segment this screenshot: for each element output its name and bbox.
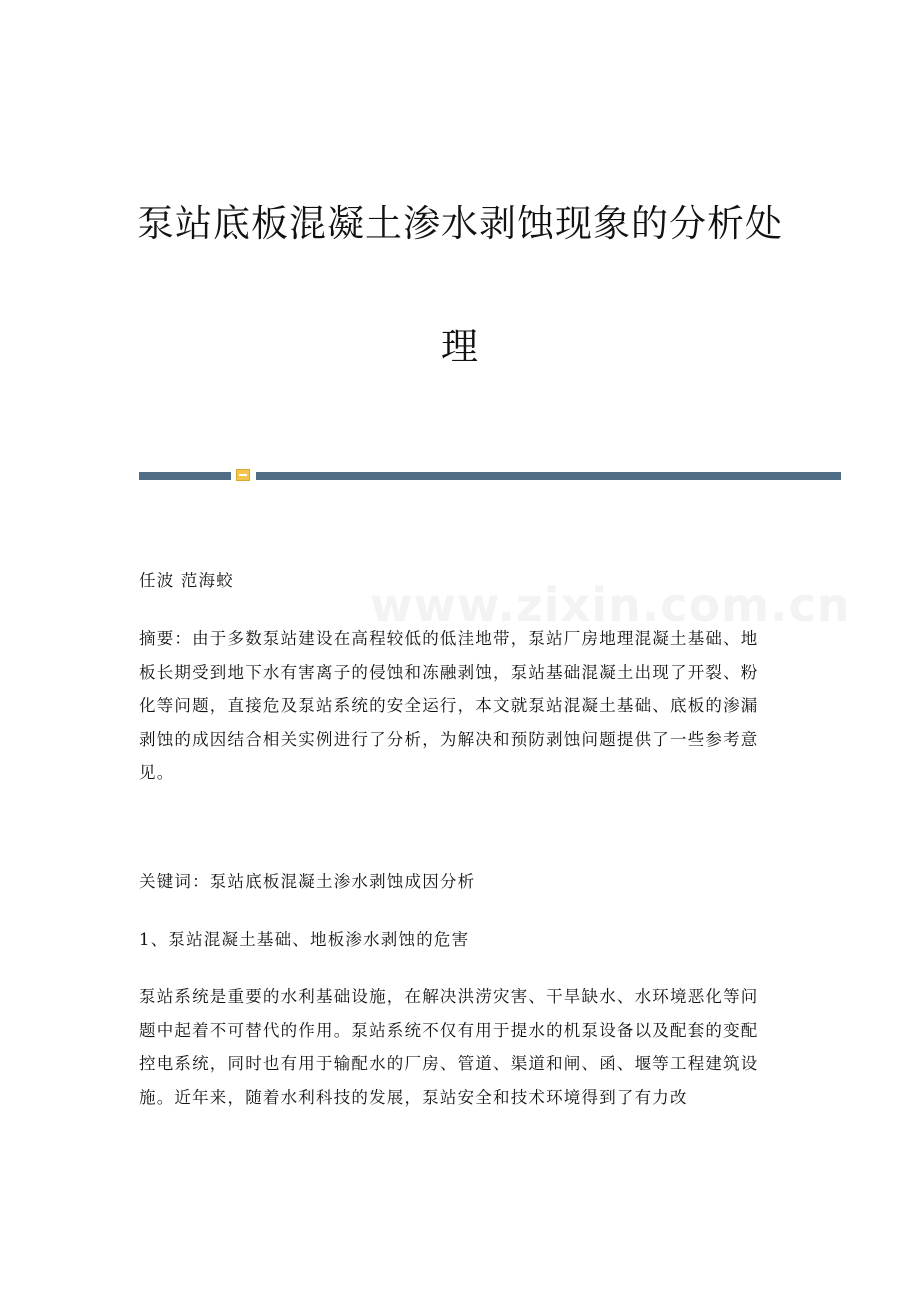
watermark: www.zixin.com.cn [370, 578, 851, 632]
section-heading: 1、泵站混凝土基础、地板渗水剥蚀的危害 [139, 930, 470, 949]
divider-bar-left [139, 472, 231, 480]
authors: 任波 范海蛟 [139, 571, 234, 590]
abstract: 摘要：由于多数泵站建设在高程较低的低洼地带，泵站厂房地理混凝土基础、地板长期受到地下水有害离子的侵蚀和冻融剥蚀，泵站基础混凝土出现了开裂、粉化等问题，直接危及泵站系统的安全运行，本文就泵站混凝土基础、底板的渗漏剥蚀的成因结合相关实例进行了分析，为解决和预防剥蚀问题提供了一些参考意见。 [139, 629, 759, 783]
document-title-line-1: 泵站底板混凝土渗水剥蚀现象的分析处 [137, 202, 783, 245]
body-paragraph: 泵站系统是重要的水利基础设施，在解决洪涝灾害、干旱缺水、水环境恶化等问题中起着不可替代的作用。泵站系统不仅有用于提水的机泵设备以及配套的变配控电系统，同时也有用于输配水的厂房、管道、渠道和闸、函、堰等工程建筑设施。近年来，随着水利科技的发展，泵站安全和技术环境得到了有力改 [139, 987, 759, 1107]
divider-bar-right [256, 472, 841, 480]
divider-ornament-icon [236, 469, 250, 481]
document-title-line-2: 理 [441, 325, 479, 368]
keywords: 关键词：泵站底板混凝土渗水剥蚀成因分析 [139, 872, 476, 891]
title-divider [139, 467, 841, 485]
